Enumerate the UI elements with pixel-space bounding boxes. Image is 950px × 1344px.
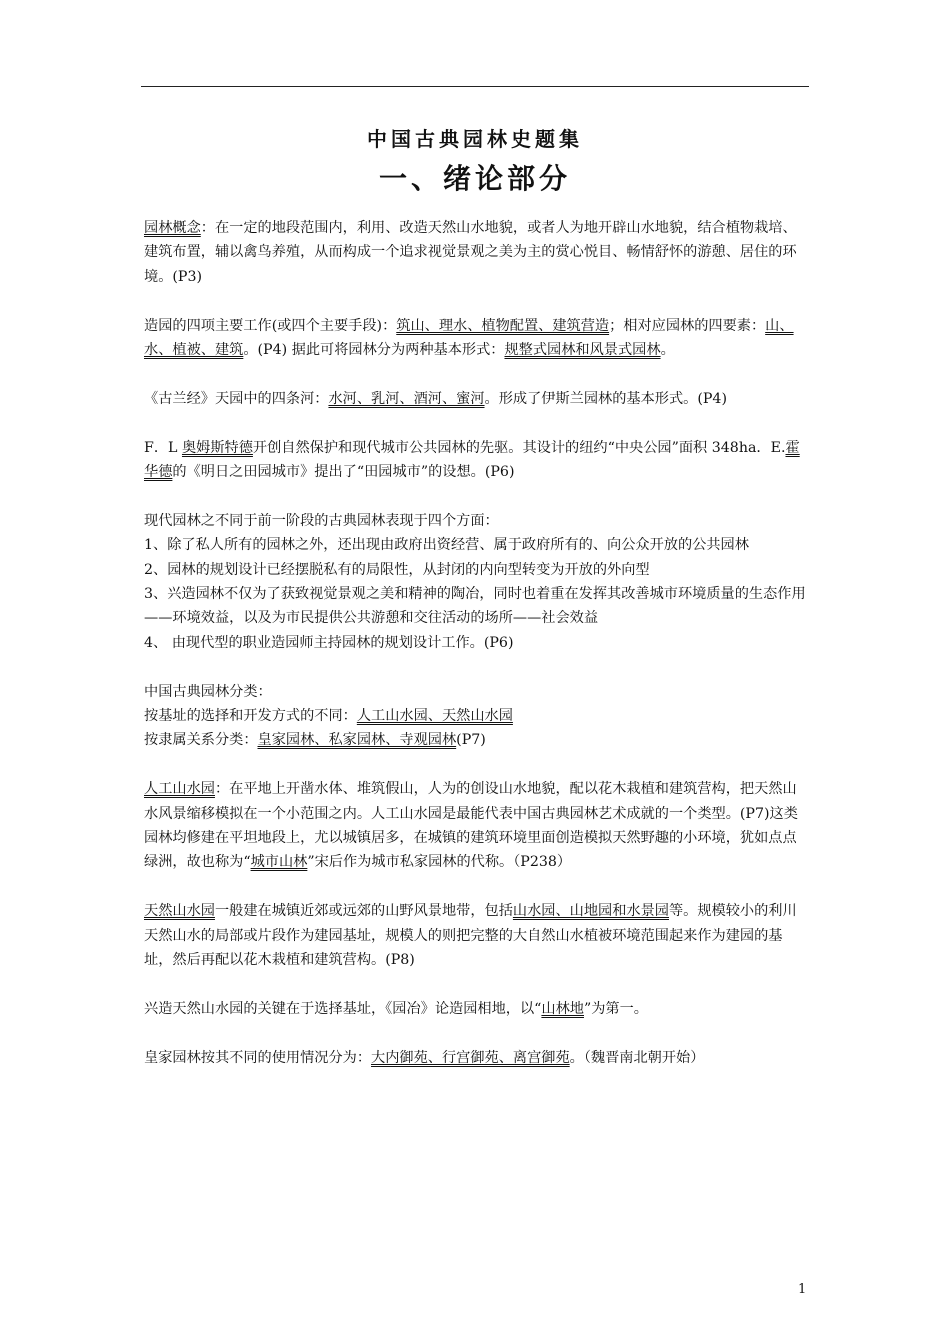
term-underlined: 人工山水园 <box>144 781 215 798</box>
key-phrase: 奥姆斯特德 <box>181 439 253 456</box>
list-item: 2、园林的规划设计已经摆脱私有的局限性，从封闭的内向型转变为开放的外向型 <box>144 561 650 578</box>
key-phrase: 城市山林 <box>250 854 308 871</box>
term-underlined: 天然山水园 <box>144 903 215 920</box>
list-item: 1、除了私人所有的园林之外，还出现由政府出资经营、属于政府所有的、向公众开放的公共园林 <box>144 537 749 554</box>
key-phrase: 水河、乳河、酒河、蜜河 <box>328 390 485 407</box>
key-phrase: 山、水、植被、建筑 <box>144 317 794 359</box>
paragraph-modern-gardens: 现代园林之不同于前一阶段的古典园林表现于四个方面： 1、除了私人所有的园林之外，还出现由政府出资经营、属于政府所有的、向公众开放的公共园林 2、园林的规划设计已经摆脱私有的局限性，从封闭的内向型转变为开放的外向型 3、兴造园林不仅为了获致视觉景观之美和精神的陶冶，同时也着重在发挥其改善城市环境质量的生态作用——环境效益，以及为市民提供公共游憩和交往活动的场所——社会效益 4、 由现代型的职业造园师主持园林的规划设计工作。(P6) <box>144 512 806 651</box>
paragraph-artificial-landscape: 人工山水园：在平地上开凿水体、堆筑假山，人为的创设山水地貌，配以花木栽植和建筑营构，把天然山水风景缩移模拟在一个小范围之内。人工山水园是最能代表中国古典园林艺术成就的一个类型。(P7)这类园林均修建在平坦地段上，尤以城镇居多，在城镇的建筑环境里面创造模拟天然野趣的小环境，犹如点点绿洲，故也称为“城市山林”宋后作为城市私家园林的代称。（P238） <box>144 781 798 871</box>
list-item: 3、兴造园林不仅为了获致视觉景观之美和精神的陶冶，同时也着重在发挥其改善城市环境质量的生态作用——环境效益，以及为市民提供公共游憩和交往活动的场所——社会效益 <box>144 586 806 627</box>
paragraph-garden-concept: 园林概念：在一定的地段范围内，利用、改造天然山水地貌，或者人为地开辟山水地貌，结合植物栽培、建筑布置，辅以禽鸟养殖，从而构成一个追求视觉景观之美为主的赏心悦目、畅情舒怀的游憩、居住的环境。(P3) <box>144 220 797 285</box>
header-rule <box>141 86 809 87</box>
paragraph-natural-landscape: 天然山水园一般建在城镇近郊或远郊的山野风景地带，包括山水园、山地园和水景园等。规模较小的利川天然山水的局部或片段作为建园基址，规模人的则把完整的大自然山水植被环境范围起来作为建园的基址，然后再配以花木栽植和建筑营构。(P8) <box>144 903 797 969</box>
paragraph-site-selection: 兴造天然山水园的关键在于选择基址，《园冶》论造园相地，以“山林地”为第一。 <box>144 1000 648 1017</box>
key-phrase: 大内御苑、行宫御苑、离宫御苑 <box>371 1049 570 1066</box>
key-phrase: 筑山、理水、植物配置、建筑营造 <box>396 317 610 334</box>
section-heading: 一、绪论部分 <box>378 162 571 195</box>
term-underlined: 园林概念 <box>144 220 201 236</box>
key-phrase: 山林地 <box>541 1000 584 1017</box>
key-phrase: 人工山水园、天然山水园 <box>356 708 513 725</box>
paragraph-quran-rivers: 《古兰经》天园中的四条河：水河、乳河、酒河、蜜河。形成了伊斯兰园林的基本形式。(P4) <box>144 390 727 407</box>
key-phrase: 皇家园林、私家园林、寺观园林 <box>257 732 457 749</box>
paragraph-olmsted: F．L 奥姆斯特德开创自然保护和现代城市公共园林的先驱。其设计的纽约“中央公园”面积 348ha．E.霍华德的《明日之田园城市》提出了“田园城市”的设想。(P6) <box>144 439 800 481</box>
key-phrase: 规整式园林和风景式园林 <box>504 342 661 359</box>
paragraph-classification: 中国古典园林分类： 按基址的选择和开发方式的不同：人工山水园、天然山水园 按隶属关系分类：皇家园林、私家园林、寺观园林(P7) <box>144 683 513 749</box>
paragraph-imperial-gardens: 皇家园林按其不同的使用情况分为：大内御苑、行宫御苑、离宫御苑。（魏晋南北朝开始） <box>144 1049 705 1066</box>
key-phrase: 霍华德 <box>144 439 800 481</box>
page-number: 1 <box>798 1282 807 1297</box>
document-body <box>144 216 810 1094</box>
paragraph-four-tasks: 造园的四项主要工作(或四个主要手段)：筑山、理水、植物配置、建筑营造；相对应园林的四要素：山、水、植被、建筑。(P4) 据此可将园林分为两种基本形式：规整式园林和风景式园林。 <box>144 317 794 359</box>
document-title: 中国古典园林史题集 <box>367 127 583 151</box>
list-item: 4、 由现代型的职业造园师主持园林的规划设计工作。(P6) <box>144 634 514 651</box>
key-phrase: 山水园、山地园和水景园 <box>512 903 669 920</box>
